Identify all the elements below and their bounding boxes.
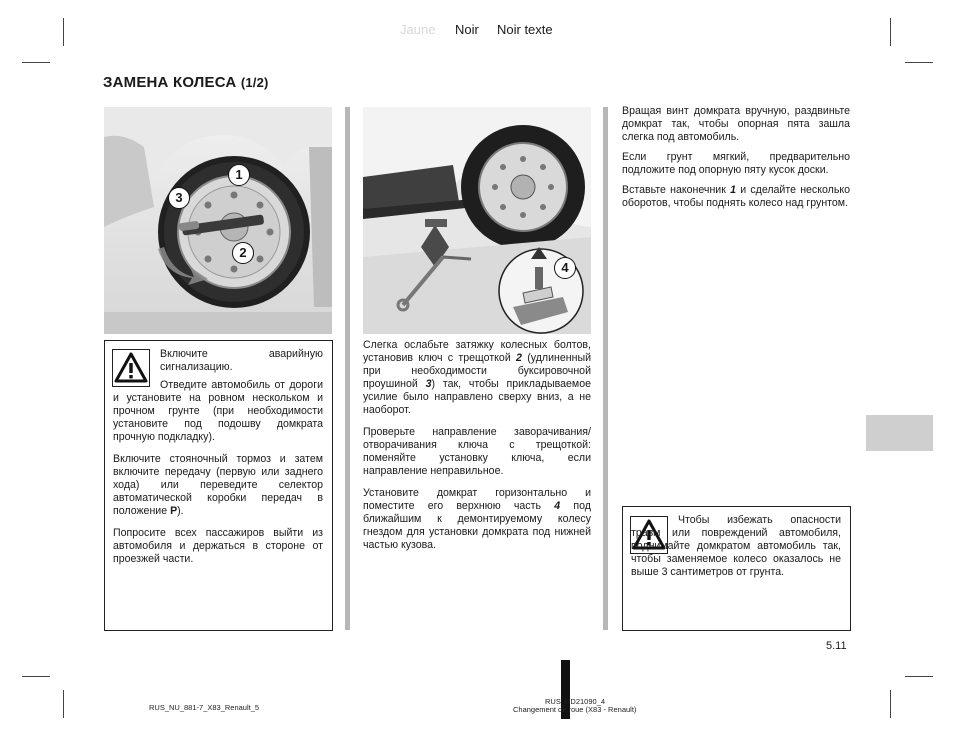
warning-box-right: [622, 506, 851, 631]
callout-4: 4: [554, 257, 576, 279]
crop-mark: [63, 690, 64, 718]
column-divider: [603, 107, 608, 630]
warning1-p3: Включите стояночный тормоз и затем включите передачу (первую или заднего хода) или переведите селектор автоматической коробки передач в положение P).: [113, 453, 323, 517]
warning1-p1: Включите аварийную сигнализацию.: [160, 348, 323, 373]
page-title: [103, 74, 269, 91]
warning1-p4: Попросите всех пассажиров выйти из автомобиля и держаться в стороне от проезжей части.: [113, 527, 323, 565]
right-column-text: [622, 105, 850, 219]
callout-2: 2: [232, 242, 254, 264]
crop-mark: [22, 676, 50, 677]
middle-p2: Проверьте направление заворачивания/отворачивания ключа с трещоткой: поменяйте установку ключа, если направление неправильное.: [363, 426, 591, 477]
crop-mark: [905, 62, 933, 63]
crop-mark: [63, 18, 64, 46]
header-noir: Noir: [455, 22, 479, 37]
page-title-part: (1/2): [240, 75, 269, 90]
callout-1: 1: [228, 164, 250, 186]
right-p1: Вращая винт домкрата вручную, раздвиньте домкрат так, чтобы опорная пята зашла слегка под автомобиль.: [622, 105, 850, 143]
jack-photo: [363, 107, 591, 334]
page-number: 5.11: [826, 640, 847, 652]
section-tab: [866, 415, 933, 451]
crop-mark: [22, 62, 50, 63]
footer-right-line1: RUS_UD21090_4: [545, 697, 606, 706]
middle-p1: Слегка ослабьте затяжку колесных болтов, установив ключ с трещоткой 2 (удлиненный при необходимости буксировочной проушиной 3) так, чтобы прикладываемое усилие было направлено сверху вниз, а не наоборот.: [363, 339, 592, 416]
column-divider: [345, 107, 350, 630]
wheel-wrench-photo: [104, 107, 332, 334]
right-p2: Если грунт мягкий, предварительно подложите под опорную пяту кусок доски.: [622, 151, 850, 176]
footer-left: RUS_NU_881-7_X83_Renault_5: [149, 703, 260, 712]
warning2-text: Чтобы избежать опасности травм или повреждений автомобиля, поднимайте домкратом автомобиль так, чтобы заменяемое колесо оказалось не выше 3 сантиметров от грунта.: [631, 514, 841, 578]
crop-mark: [890, 690, 891, 718]
right-p3: Вставьте наконечник 1 и сделайте несколько оборотов, чтобы поднять колесо над грунтом.: [622, 184, 850, 209]
header-noir-texte: Noir texte: [497, 22, 553, 37]
middle-column-text: [363, 339, 591, 561]
middle-p3: Установите домкрат горизонтально и поместите его верхнюю часть 4 под ближайшим к демонтируемому колесу гнездом для установки домкрата под нижней частью кузова.: [363, 487, 591, 551]
crop-mark: [890, 18, 891, 46]
page-title-main: ЗАМЕНА КОЛЕСА: [103, 74, 237, 91]
header-jaune: Jaune: [400, 22, 436, 37]
crop-mark: [905, 676, 933, 677]
warning1-p2: Отведите автомобиль от дороги и установите на ровном нескольком и прочном грунте (при необходимости установите под подошву домкрата прочную подкладку).: [113, 379, 323, 443]
warning-box-left: [104, 340, 333, 631]
callout-3: 3: [168, 187, 190, 209]
footer-right-line2: Changement de roue (X83 - Renault): [513, 705, 637, 714]
